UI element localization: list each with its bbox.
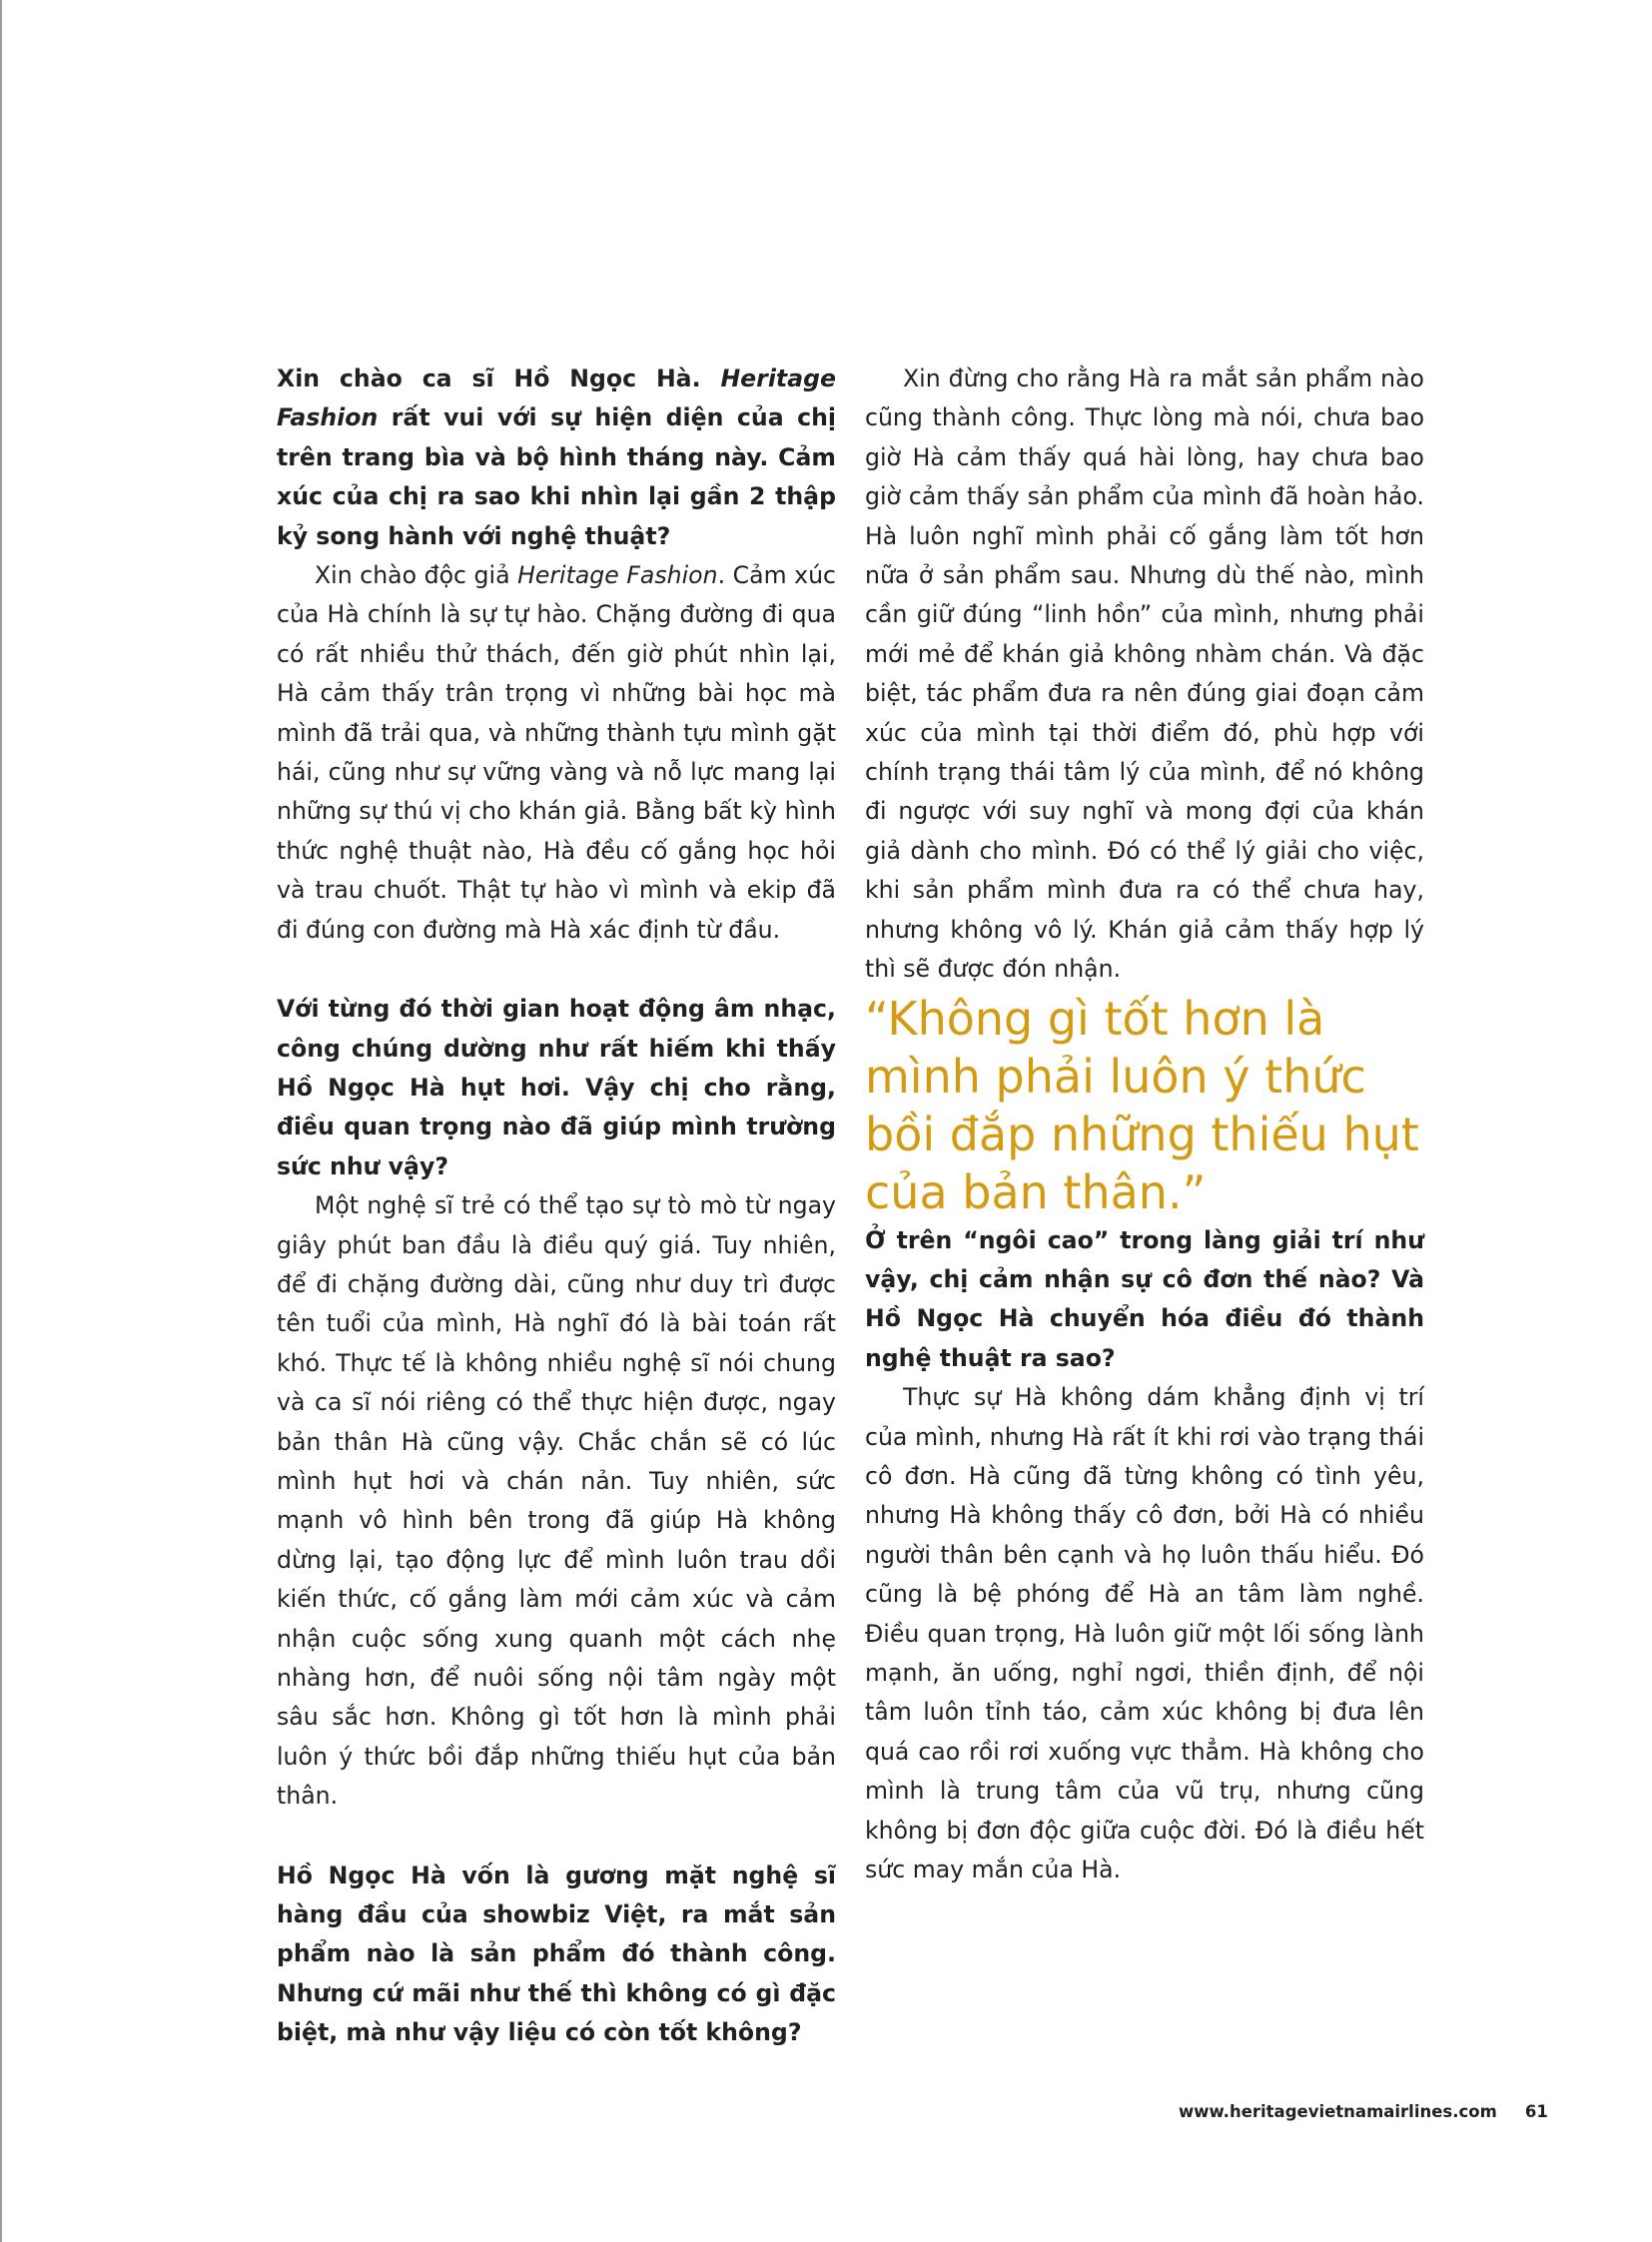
question-1: Xin chào ca sĩ Hồ Ngọc Hà. Heritage Fashion rất vui với sự hiện diện của chị trên trang bìa và bộ hình tháng này. Cảm xúc của chị ra sao khi nhìn lại gần 2 thập kỷ song hành với nghệ thuật?	[277, 365, 836, 550]
page-footer	[1179, 2102, 1548, 2121]
pull-quote: “Không gì tốt hơn là mình phải luôn ý thức bồi đắp những thiếu hụt của bản thân.”	[865, 991, 1419, 1219]
question-4: Ở trên “ngôi cao” trong làng giải trí như vậy, chị cảm nhận sự cô đơn thế nào? Và Hồ Ngọc Hà chuyển hóa điều đó thành nghệ thuật ra sao?	[865, 1225, 1424, 1372]
page-edge-line	[0, 0, 2, 2242]
answer-4: Thực sự Hà không dám khẳng định vị trí của mình, nhưng Hà rất ít khi rơi vào trạng thái cô đơn. Hà cũng đã từng không có tình yêu, nhưng Hà không thấy cô đơn, bởi Hà có nhiều người thân bên cạnh và họ luôn thấu hiểu. Đó cũng là bệ phóng để Hà an tâm làm nghề. Điều quan trọng, Hà luôn giữ một lối sống lành mạnh, ăn uống, nghỉ ngơi, thiền định, để nội tâm luôn tỉnh táo, cảm xúc không bị đưa lên quá cao rồi rơi xuống vực thẳm. Hà không cho mình là trung tâm của vũ trụ, nhưng cũng không bị đơn độc giữa cuộc đời. Đó là điều hết sức may mắn của Hà.	[865, 1383, 1424, 1883]
left-column	[277, 360, 836, 2053]
magazine-name: Heritage Fashion	[277, 365, 836, 432]
right-column	[865, 360, 1424, 1889]
answer-3: Xin đừng cho rằng Hà ra mắt sản phẩm nào cũng thành công. Thực lòng mà nói, chưa bao giờ Hà cảm thấy quá hài lòng, hay chưa bao giờ cảm thấy sản phẩm của mình đã hoàn hảo. Hà luôn nghĩ mình phải cố gắng làm tốt hơn nữa ở sản phẩm sau. Nhưng dù thế nào, mình cần giữ đúng “linh hồn” của mình, nhưng phải mới mẻ để khán giả không nhàm chán. Và đặc biệt, tác phẩm đưa ra nên đúng giai đoạn cảm xúc của mình tại thời điểm đó, phù hợp với chính trạng thái tâm lý của mình, để nó không đi ngược với suy nghĩ và mong đợi của khán giả dành cho mình. Đó có thể lý giải cho việc, khi sản phẩm mình đưa ra có thể chưa hay, nhưng không vô lý. Khán giả cảm thấy hợp lý thì sẽ được đón nhận.	[865, 365, 1424, 984]
question-2: Với từng đó thời gian hoạt động âm nhạc, công chúng dường như rất hiếm khi thấy Hồ Ngọc Hà hụt hơi. Vậy chị cho rằng, điều quan trọng nào đã giúp mình trường sức như vậy?	[277, 995, 836, 1180]
answer-2: Một nghệ sĩ trẻ có thể tạo sự tò mò từ ngay giây phút ban đầu là điều quý giá. Tuy nhiên, để đi chặng đường dài, cũng như duy trì được tên tuổi của mình, Hà nghĩ đó là bài toán rất khó. Thực tế là không nhiều nghệ sĩ nói chung và ca sĩ nói riêng có thể thực hiện được, ngay bản thân Hà cũng vậy. Chắc chắn sẽ có lúc mình hụt hơi và chán nản. Tuy nhiên, sức mạnh vô hình bên trong đã giúp Hà không dừng lại, tạo động lực để mình luôn trau dồi kiến thức, cố gắng làm mới cảm xúc và cảm nhận cuộc sống xung quanh một cách nhẹ nhàng hơn, để nuôi sống nội tâm ngày một sâu sắc hơn. Không gì tốt hơn là mình phải luôn ý thức bồi đắp những thiếu hụt của bản thân.	[277, 1191, 836, 1811]
question-3: Hồ Ngọc Hà vốn là gương mặt nghệ sĩ hàng đầu của showbiz Việt, ra mắt sản phẩm nào là sản phẩm đó thành công. Nhưng cứ mãi như thế thì không có gì đặc biệt, mà như vậy liệu có còn tốt không?	[277, 1861, 836, 2047]
magazine-name: Heritage Fashion	[517, 561, 718, 590]
page-number: 61	[1524, 2102, 1548, 2121]
website-url: www.heritagevietnamairlines.com	[1179, 2102, 1497, 2121]
answer-1: Xin chào độc giả Heritage Fashion. Cảm xúc của Hà chính là sự tự hào. Chặng đường đi qua có rất nhiều thử thách, đến giờ phút nhìn lại, Hà cảm thấy trân trọng vì những bài học mà mình đã trải qua, và những thành tựu mình gặt hái, cũng như sự vững vàng và nỗ lực mang lại những sự thú vị cho khán giả. Bằng bất kỳ hình thức nghệ thuật nào, Hà đều cố gắng học hỏi và trau chuốt. Thật tự hào vì mình và ekip đã đi đúng con đường mà Hà xác định từ đầu.	[277, 561, 836, 944]
